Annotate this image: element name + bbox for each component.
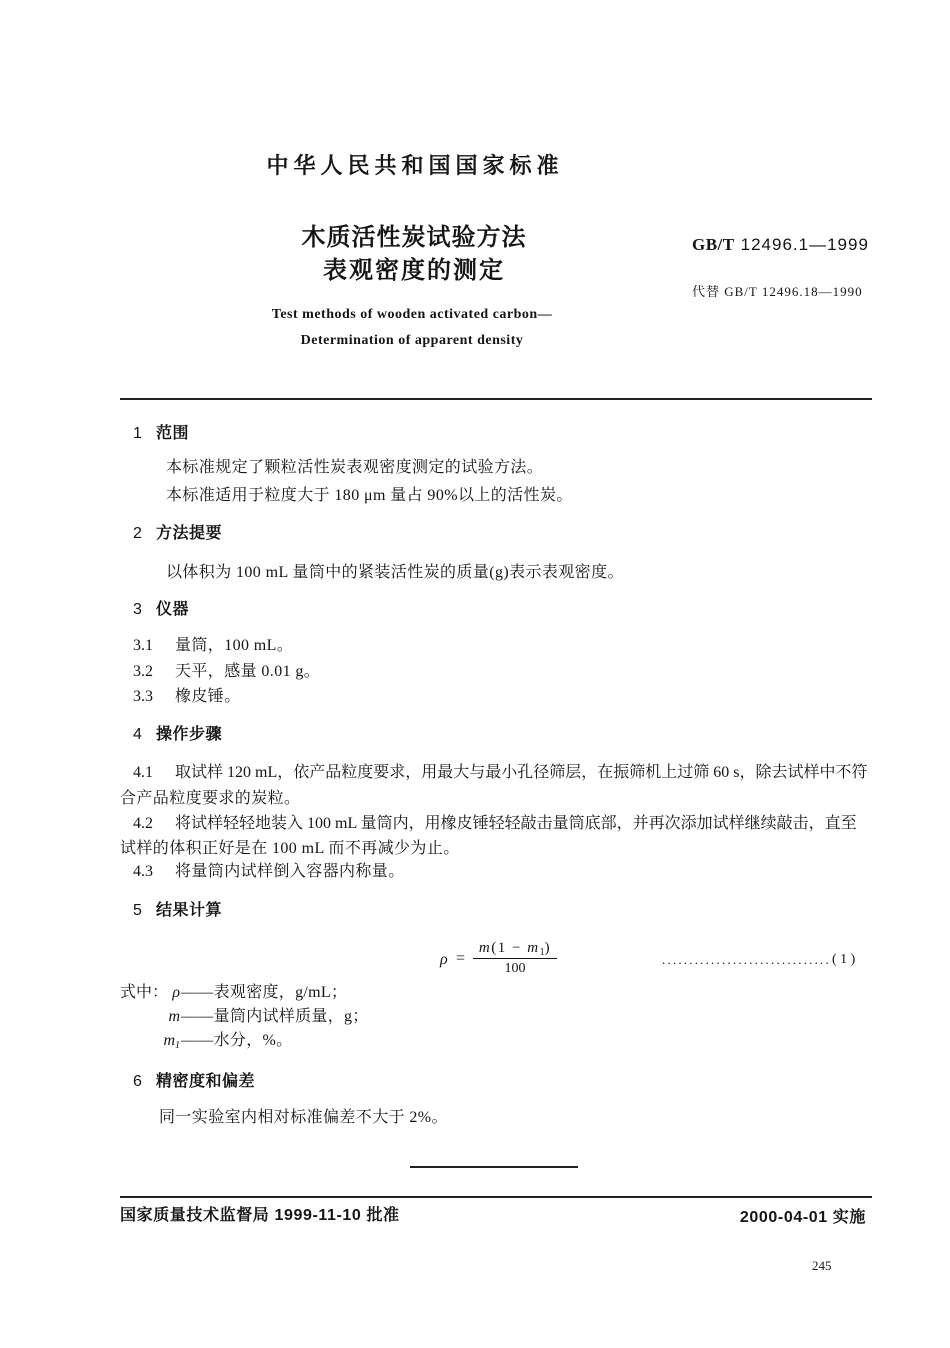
footer-rule (120, 1196, 872, 1198)
section-title: 仪器 (156, 599, 190, 618)
numerator-m1: m (527, 940, 540, 956)
equation-leader-dots: ............................... (662, 952, 831, 967)
section-title: 结果计算 (156, 900, 223, 919)
item-text-line-1: 将试样轻轻地装入 100 mL 量筒内，用橡皮锤轻轻敲击量筒底部，并再次添加试样继续敲击，直至 (175, 815, 857, 832)
item-number: 3.1 (133, 637, 153, 654)
national-standard-label: 中华人民共和国国家标准 (266, 154, 564, 179)
item-number: 3.2 (133, 663, 153, 680)
section-title: 精密度和偏差 (156, 1071, 256, 1090)
formula-numerator (473, 939, 557, 957)
definition-text: ——量筒内试样质量，g； (181, 1008, 369, 1025)
scope-paragraph-2: 本标准适用于粒度大于 180 μm 量占 90%以上的活性炭。 (166, 487, 573, 504)
section-heading-principle (133, 523, 222, 544)
item-text: 将量筒内试样倒入容器内称量。 (175, 863, 405, 880)
equation-number: ( 1 ) (832, 952, 856, 967)
procedure-item (133, 862, 405, 882)
implementation-date: 2000-04-01 实施 (739, 1209, 866, 1226)
english-title-line-2: Determination of apparent density (300, 333, 524, 348)
section-number: 3 (133, 601, 142, 618)
section-heading-calculation (133, 900, 222, 921)
replaces-standard: 代替 GB/T 12496.18—1990 (692, 284, 863, 299)
section-title: 方法提要 (156, 523, 223, 542)
section-heading-precision (133, 1071, 255, 1092)
principle-paragraph: 以体积为 100 mL 量筒中的紧装活性炭的质量(g)表示表观密度。 (166, 564, 624, 581)
item-text: 橡皮锤。 (175, 688, 241, 705)
formula-equals: = (456, 950, 466, 967)
formula-denominator: 100 (504, 961, 526, 976)
numerator-open: (1 − (491, 940, 528, 956)
section-number: 2 (133, 525, 142, 542)
numerator-m1-subscript: 1 (539, 947, 545, 958)
scope-paragraph-1: 本标准规定了颗粒活性炭表观密度测定的试验方法。 (166, 459, 544, 476)
item-number: 4.2 (133, 815, 153, 832)
item-number: 4.3 (133, 863, 153, 880)
definition-text: ——表观密度，g/mL； (181, 984, 348, 1001)
section-title: 范围 (156, 423, 190, 442)
item-text-line-2: 试样的体积正好是在 100 mL 而不再减少为止。 (120, 840, 460, 857)
apparatus-item (133, 687, 241, 707)
end-of-text-rule (410, 1166, 578, 1168)
item-text: 天平，感量 0.01 g。 (175, 663, 321, 680)
definition-text: ——水分，%。 (181, 1032, 293, 1049)
procedure-item (133, 763, 867, 783)
item-text-line-2: 合产品粒度要求的炭粒。 (120, 790, 301, 807)
apparatus-item (133, 636, 293, 656)
precision-paragraph: 同一实验室内相对标准偏差不大于 2%。 (159, 1109, 448, 1126)
section-heading-procedure (133, 724, 222, 745)
section-heading-scope (133, 423, 189, 444)
section-title: 操作步骤 (156, 724, 223, 743)
formula-lhs-rho: ρ (440, 951, 448, 968)
standard-code-prefix: GB/T (692, 235, 735, 254)
numerator-m: m (478, 940, 492, 956)
section-heading-apparatus (133, 599, 189, 620)
numerator-close: ) (544, 940, 552, 956)
definition-symbol: m (163, 1032, 175, 1049)
item-text: 量筒，100 mL。 (175, 637, 294, 654)
item-number: 3.3 (133, 688, 153, 705)
standard-code-number: 12496.1—1999 (740, 235, 869, 254)
fraction-bar (473, 958, 557, 959)
apparatus-item (133, 662, 320, 682)
chinese-title-line-1: 木质活性炭试验方法 (301, 223, 527, 251)
header-rule (120, 398, 872, 400)
chinese-title-line-2: 表观密度的测定 (323, 256, 505, 284)
english-title-line-1: Test methods of wooden activated carbon— (271, 307, 553, 322)
item-text-line-1: 取试样 120 mL，依产品粒度要求，用最大与最小孔径筛层，在振筛机上过筛 60 s，除去试样中不符 (175, 764, 868, 781)
page-number: 245 (812, 1258, 832, 1273)
definition-symbol-m: m (168, 1008, 180, 1025)
procedure-item (133, 814, 857, 834)
item-number: 4.1 (133, 764, 153, 781)
section-number: 4 (133, 726, 142, 743)
definition-symbol-rho: ρ (172, 984, 180, 1001)
section-number: 5 (133, 902, 142, 919)
approval-statement: 国家质量技术监督局 1999-11-10 批准 (120, 1207, 400, 1224)
where-label: 式中： (120, 984, 169, 1001)
section-number: 1 (133, 425, 142, 442)
definition-subscript: 1 (175, 1040, 180, 1051)
section-number: 6 (133, 1073, 142, 1090)
definition-symbol-m1 (150, 1031, 180, 1051)
standard-code (692, 233, 869, 257)
